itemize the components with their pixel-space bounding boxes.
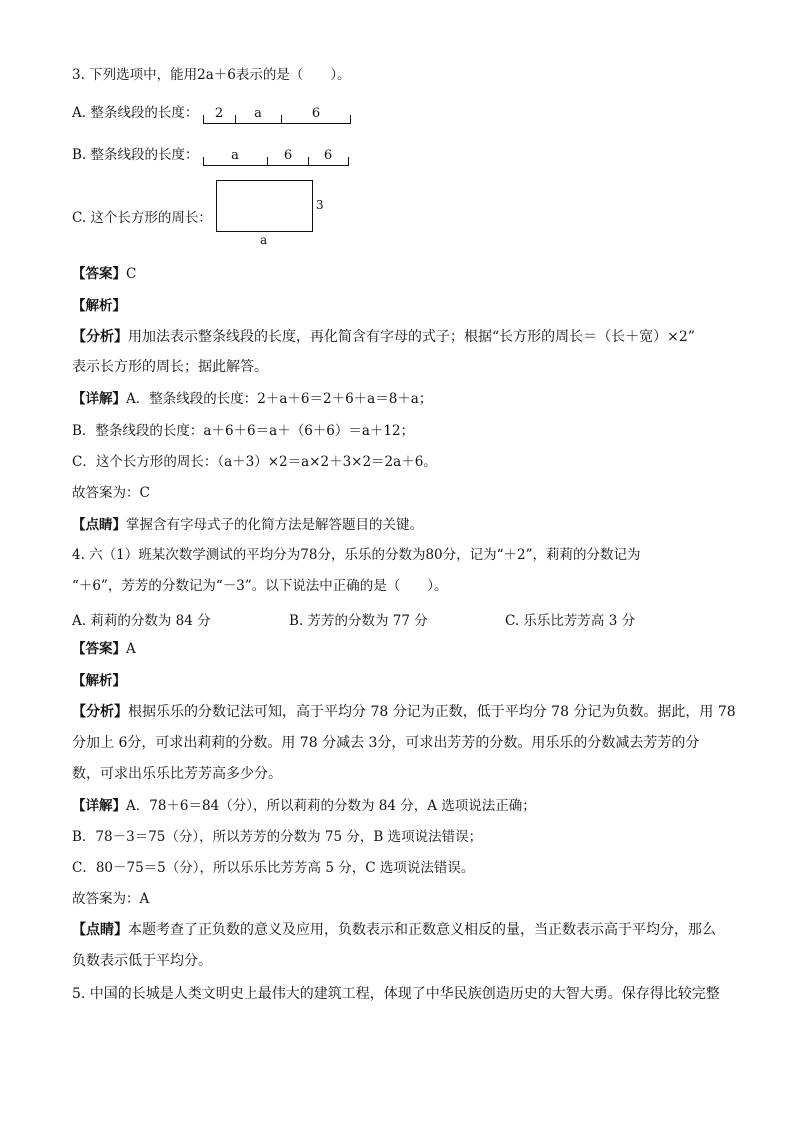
q3-fenxi: 【分析】用加法表示整条线段的长度，再化简含有字母的式子；根据“长方形的周长＝（长＋宽）×2” (72, 329, 695, 345)
q4-stem-cont: “＋6”，芳芳的分数记为“－3”。以下说法中正确的是（ ）。 (72, 578, 448, 594)
q3-stem: 3. 下列选项中，能用2a＋6表示的是（ ）。 (72, 67, 351, 83)
q4-detail-c: C．80－75＝5（分），所以乐乐比芳芳高 5 分，C 选项说法错误。 (72, 860, 475, 876)
q4-key-point-cont: 负数表示低于平均分。 (72, 953, 212, 969)
segment-label: 6 (323, 148, 333, 163)
q4-choice-b: B. 芳芳的分数为 77 分 (289, 613, 428, 629)
q4-fenxi: 【分析】根据乐乐的分数记法可知，高于平均分 78 分记为正数，低于平均分 78 分记为负数。据此，用 78 (72, 704, 736, 720)
q3-option-b-label: B. 整条线段的长度： (72, 147, 199, 163)
q4-detail-b: B．78－3＝75（分），所以芳芳的分数为 75 分，B 选项说法错误； (72, 829, 483, 845)
q4-answer: 【答案】A (72, 641, 136, 657)
q3-analysis-heading: 【解析】 (72, 298, 126, 314)
q4-analysis-heading: 【解析】 (72, 673, 126, 689)
q3-option-a-segment (203, 106, 351, 124)
q3-answer: 【答案】C (72, 266, 137, 282)
rectangle-width-label: a (260, 233, 268, 247)
q3-option-c-label: C. 这个长方形的周长： (72, 210, 212, 226)
q3-option-b-segment (203, 148, 349, 166)
q3-key-point: 【点睛】掌握含有字母式子的化简方法是解答题目的关键。 (72, 517, 423, 533)
q3-detail-c: C．这个长方形的周长：（a＋3）×2＝a×2＋3×2＝2a＋6。 (72, 454, 437, 470)
q3-option-a-label: A. 整条线段的长度： (72, 105, 199, 121)
segment-label: 2 (214, 106, 224, 121)
segment-label: a (254, 106, 262, 121)
segment-label: 6 (283, 148, 293, 163)
rectangle-figure (216, 180, 313, 232)
q4-choice-a: A. 莉莉的分数为 84 分 (72, 613, 211, 629)
q5-stem: 5. 中国的长城是人类文明史上最伟大的建筑工程，体现了中华民族创造历史的大智大勇。保存得比较完整 (72, 986, 720, 1002)
segment-label: 6 (311, 106, 321, 121)
q4-detail: 【详解】A．78＋6＝84（分），所以莉莉的分数为 84 分，A 选项说法正确； (72, 798, 536, 814)
q4-key-point: 【点睛】本题考查了正负数的意义及应用，负数表示和正数意义相反的量，当正数表示高于平均分，那么 (72, 922, 716, 938)
q4-fenxi-cont: 分加上 6分，可求出莉莉的分数。用 78 分减去 3分，可求出芳芳的分数。用乐乐的分数减去芳芳的分 (72, 735, 700, 751)
q3-conclusion: 故答案为：C (72, 485, 150, 501)
q3-detail-b: B．整条线段的长度：a＋6＋6＝a＋（6＋6）＝a＋12； (72, 423, 415, 439)
q3-fenxi-cont: 表示长方形的周长；据此解答。 (72, 359, 268, 375)
q4-fenxi-cont2: 数，可求出乐乐比芳芳高多少分。 (72, 766, 282, 782)
q4-choice-c: C. 乐乐比芳芳高 3 分 (505, 613, 636, 629)
q4-stem: 4. 六（1）班某次数学测试的平均分为78分，乐乐的分数为80分，记为“＋2”，莉莉的分数记为 (72, 547, 641, 563)
q3-detail: 【详解】A．整条线段的长度：2＋a＋6＝2＋6＋a＝8＋a； (72, 391, 433, 407)
rectangle-height-label: 3 (316, 198, 324, 212)
segment-label: a (231, 148, 239, 163)
q4-conclusion: 故答案为：A (72, 891, 150, 907)
